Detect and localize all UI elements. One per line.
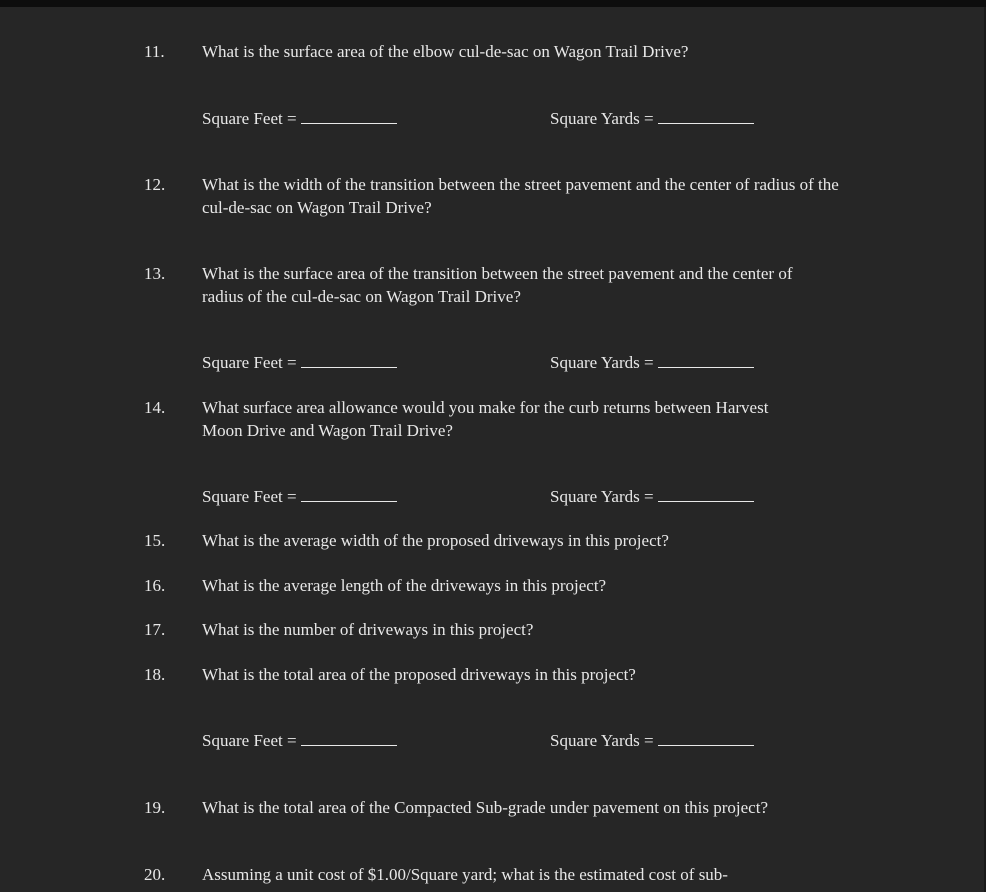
question-14-text: What surface area allowance would you make for the curb returns between Harvest Moon Drive and Wagon Trail Drive?	[202, 398, 769, 440]
square-feet-label: Square Feet =	[202, 487, 297, 506]
square-yards-blank[interactable]	[658, 729, 754, 746]
question-20-number: 20.	[144, 865, 166, 884]
square-feet-blank[interactable]	[301, 351, 397, 368]
question-14-square-yards	[550, 485, 754, 508]
question-12-text: What is the width of the transition between the street pavement and the center of radius of the cul-de-sac on Wagon Trail Drive?	[202, 175, 839, 217]
question-18-number: 18.	[144, 665, 166, 684]
square-yards-label: Square Yards =	[550, 487, 654, 506]
question-19-number: 19.	[144, 798, 166, 817]
question-17-number: 17.	[144, 620, 166, 639]
square-yards-label: Square Yards =	[550, 353, 654, 372]
square-yards-blank[interactable]	[658, 485, 754, 502]
question-18-square-yards	[550, 729, 754, 752]
question-14-number: 14.	[144, 398, 166, 417]
question-11-square-feet	[202, 107, 397, 130]
question-14-square-feet	[202, 485, 397, 508]
question-16-text: What is the average length of the driveways in this project?	[202, 576, 607, 595]
square-yards-label: Square Yards =	[550, 731, 654, 750]
square-yards-blank[interactable]	[658, 107, 754, 124]
question-13-number: 13.	[144, 264, 166, 283]
square-feet-blank[interactable]	[301, 729, 397, 746]
window-top-edge	[0, 0, 986, 7]
square-feet-blank[interactable]	[301, 107, 397, 124]
question-17-text: What is the number of driveways in this project?	[202, 620, 534, 639]
square-feet-label: Square Feet =	[202, 731, 297, 750]
question-20-text: Assuming a unit cost of $1.00/Square yard; what is the estimated cost of sub-	[202, 865, 728, 884]
question-18-text: What is the total area of the proposed driveways in this project?	[202, 665, 636, 684]
question-11-number: 11.	[144, 42, 165, 61]
question-11-square-yards	[550, 107, 754, 130]
question-16-number: 16.	[144, 576, 166, 595]
square-yards-blank[interactable]	[658, 351, 754, 368]
question-18-square-feet	[202, 729, 397, 752]
question-15-number: 15.	[144, 531, 166, 550]
square-yards-label: Square Yards =	[550, 109, 654, 128]
square-feet-label: Square Feet =	[202, 353, 297, 372]
question-13-square-yards	[550, 351, 754, 374]
question-13-text: What is the surface area of the transition between the street pavement and the center of radius of the cul-de-sac on Wagon Trail Drive?	[202, 264, 793, 306]
square-feet-label: Square Feet =	[202, 109, 297, 128]
question-19-text: What is the total area of the Compacted Sub-grade under pavement on this project?	[202, 798, 768, 817]
question-13-square-feet	[202, 351, 397, 374]
question-15-text: What is the average width of the proposed driveways in this project?	[202, 531, 669, 550]
question-11-text: What is the surface area of the elbow cul-de-sac on Wagon Trail Drive?	[202, 42, 689, 61]
square-feet-blank[interactable]	[301, 485, 397, 502]
question-12-number: 12.	[144, 175, 166, 194]
